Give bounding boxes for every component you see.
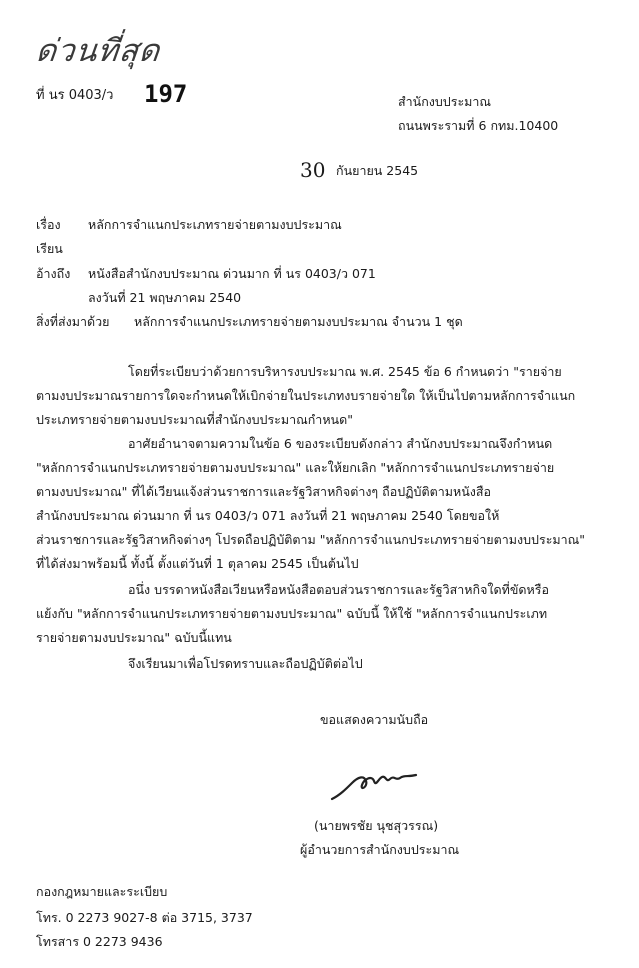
reference-line-2: ลงวันที่ 21 พฤษภาคม 2540 (88, 290, 242, 305)
urgency-stamp: ด่วนที่สุด (34, 33, 163, 69)
reference-label: อ้างถึง (36, 266, 71, 281)
footer-phone: โทร. 0 2273 9027-8 ต่อ 3715, 3737 (36, 910, 253, 925)
date-month-year: กันยายน 2545 (336, 163, 419, 178)
body-p4: จึงเรียนมาเพื่อโปรดทราบและถือปฏิบัติต่อไป (128, 656, 363, 671)
body-p3-line-3: รายจ่ายตามงบประมาณ" ฉบับนี้แทน (36, 630, 232, 645)
body-p1-line-1: โดยที่ระเบียบว่าด้วยการบริหารงบประมาณ พ.ศ. 2545 ข้อ 6 กำหนดว่า "รายจ่าย (128, 364, 562, 379)
body-p2-line-2: "หลักการจำแนกประเภทรายจ่ายตามงบประมาณ" และให้ยกเลิก "หลักการจำแนกประเภทรายจ่าย (36, 460, 555, 475)
body-p2-line-1: อาศัยอำนาจตามความในข้อ 6 ของระเบียบดังกล่าว สำนักงบประมาณจึงกำหนด (128, 436, 553, 451)
signature-image (328, 765, 420, 805)
to-label: เรียน (36, 241, 63, 256)
signer-title: ผู้อำนวยการสำนักงบประมาณ (300, 842, 460, 857)
signer-name: (นายพรชัย นุชสุวรรณ) (314, 818, 439, 833)
subject-label: เรื่อง (36, 217, 61, 232)
subject-value: หลักการจำแนกประเภทรายจ่ายตามงบประมาณ (88, 217, 342, 232)
enclosure-value: หลักการจำแนกประเภทรายจ่ายตามงบประมาณ จำนวน 1 ชุด (134, 314, 463, 329)
organization-address: ถนนพระรามที่ 6 กทม.10400 (398, 118, 559, 133)
body-p3-line-1: อนึ่ง บรรดาหนังสือเวียนหรือหนังสือตอบส่วนราชการและรัฐวิสาหกิจใดที่ขัดหรือ (128, 582, 549, 597)
document-number-prefix: ที่ นร 0403/ว (36, 88, 114, 103)
body-p2-line-4: สำนักงบประมาณ ด่วนมาก ที่ นร 0403/ว 071 ลงวันที่ 21 พฤษภาคม 2540 โดยขอให้ (36, 508, 500, 523)
body-p2-line-6: ที่ได้ส่งมาพร้อมนี้ ทั้งนี้ ตั้งแต่วันที่ 1 ตุลาคม 2545 เป็นต้นไป (36, 556, 359, 571)
enclosure-label: สิ่งที่ส่งมาด้วย (36, 314, 110, 329)
date-day: 30 (300, 158, 326, 182)
body-p2-line-3: ตามงบประมาณ" ที่ได้เวียนแจ้งส่วนราชการและรัฐวิสาหกิจต่างๆ ถือปฏิบัติตามหนังสือ (36, 484, 491, 499)
reference-line-1: หนังสือสำนักงบประมาณ ด่วนมาก ที่ นร 0403/ว 071 (88, 266, 376, 281)
body-p3-line-2: แย้งกับ "หลักการจำแนกประเภทรายจ่ายตามงบประมาณ" ฉบับนี้ ให้ใช้ "หลักการจำแนกประเภท (36, 606, 548, 621)
organization-name: สำนักงบประมาณ (398, 94, 492, 109)
footer-fax: โทรสาร 0 2273 9436 (36, 934, 163, 949)
closing-salutation: ขอแสดงความนับถือ (320, 712, 429, 727)
document-number: 197 (144, 80, 188, 108)
body-p2-line-5: ส่วนราชการและรัฐวิสาหกิจต่างๆ โปรดถือปฏิบัติตาม "หลักการจำแนกประเภทรายจ่ายตามงบประมาณ" (36, 532, 586, 547)
footer-department: กองกฎหมายและระเบียบ (36, 884, 168, 899)
body-p1-line-2: ตามงบประมาณรายการใดจะกำหนดให้เบิกจ่ายในประเภทงบรายจ่ายใด ให้เป็นไปตามหลักการจำแนก (36, 388, 576, 403)
body-p1-line-3: ประเภทรายจ่ายตามงบประมาณที่สำนักงบประมาณกำหนด" (36, 412, 353, 427)
